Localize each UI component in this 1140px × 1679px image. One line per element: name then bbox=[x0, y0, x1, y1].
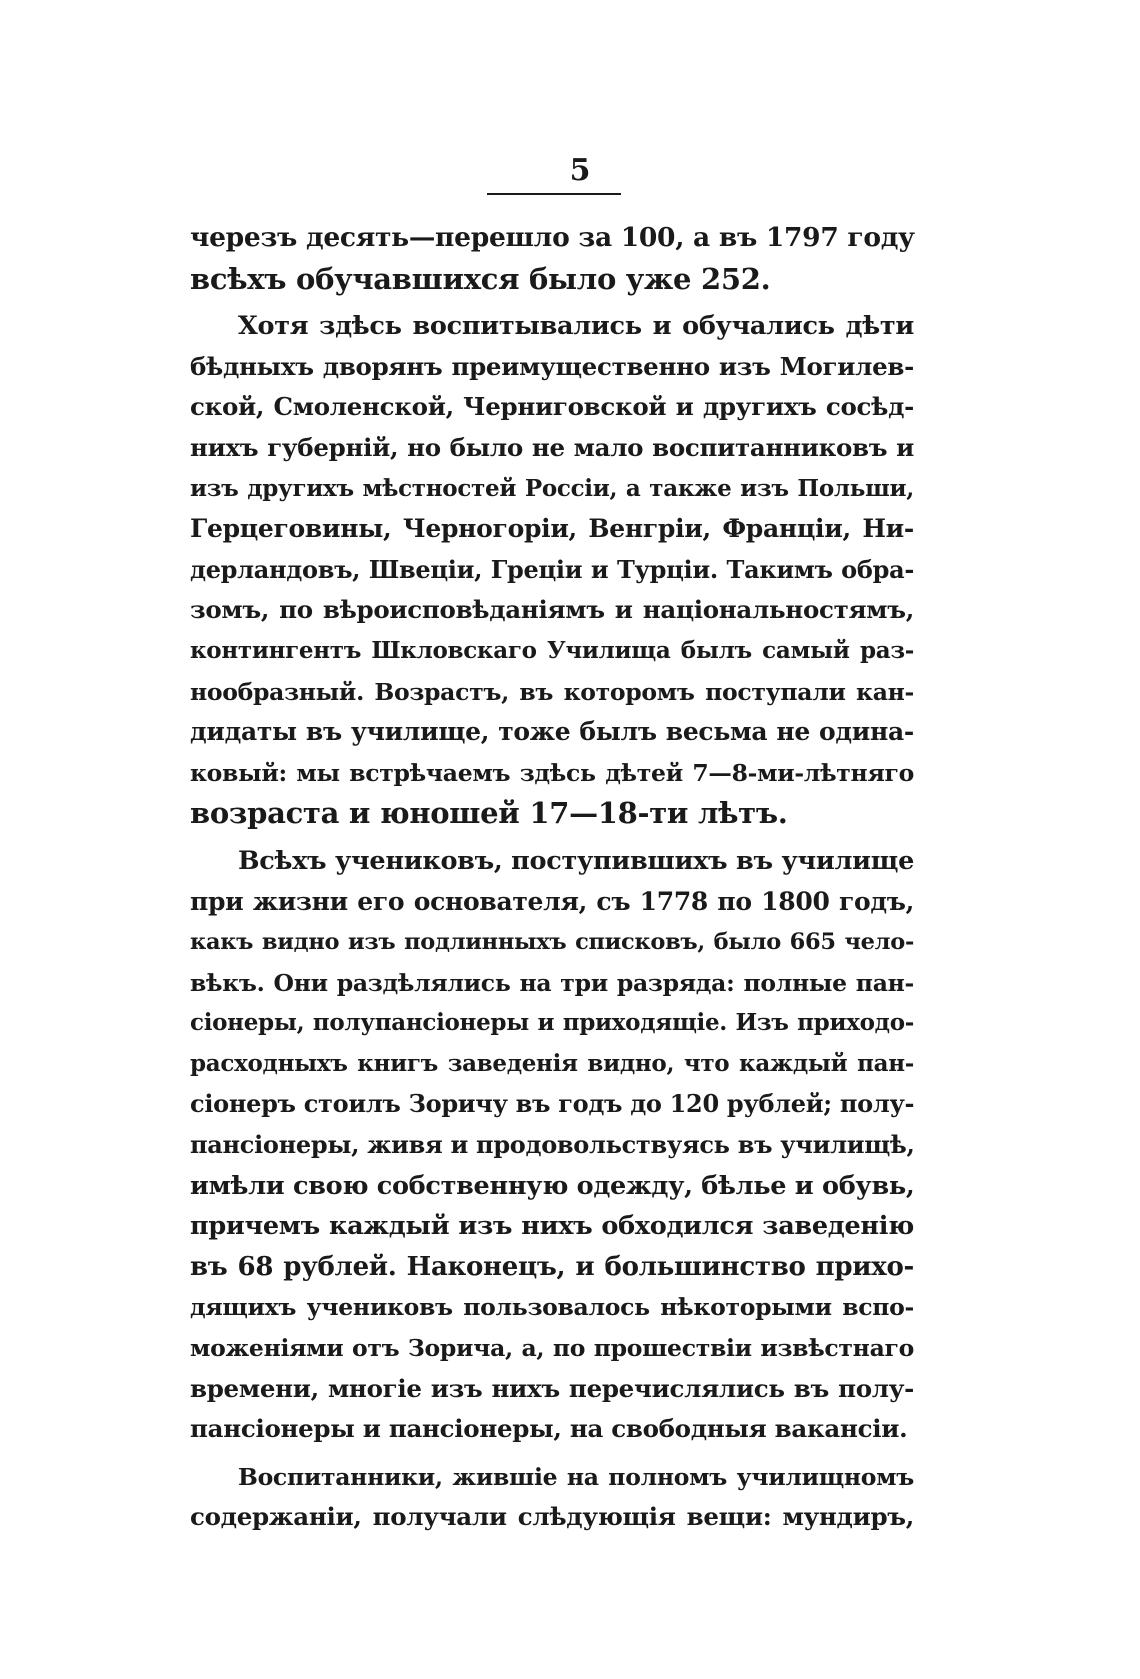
text-line: дерландовъ, Швеціи, Греціи и Турціи. Такимъ обра- bbox=[190, 554, 914, 584]
text-line: содержаніи, получали слѣдующія вещи: мундиръ, bbox=[190, 1502, 914, 1532]
body-text bbox=[190, 218, 914, 1538]
text-line: сіонеръ стоилъ Зоричу въ годъ до 120 рублей; полу- bbox=[190, 1089, 915, 1119]
paragraph-start-line: Воспитанники, жившіе на полномъ училищномъ bbox=[238, 1462, 914, 1491]
text-line: зомъ, по вѣроисповѣданіямъ и національностямъ, bbox=[190, 595, 914, 625]
text-line: нообразный. Возрастъ, въ которомъ поступали кан- bbox=[190, 677, 914, 706]
text-line: дящихъ учениковъ пользовалось нѣкоторыми вспо- bbox=[190, 1293, 914, 1322]
header-rule bbox=[487, 193, 621, 195]
text-line: изъ другихъ мѣстностей Россіи, а также изъ Польши, bbox=[190, 474, 914, 502]
text-line: дидаты въ училище, тоже былъ весьма не одина- bbox=[190, 717, 914, 747]
text-line: ской, Смоленской, Черниговской и другихъ сосѣд- bbox=[190, 392, 914, 422]
text-line: черезъ десять—перешло за 100, а въ 1797 году bbox=[190, 222, 915, 253]
text-line: моженіями отъ Зорича, а, по прошествіи извѣстнаго bbox=[190, 1334, 914, 1363]
text-line: ковый: мы встрѣчаемъ здѣсь дѣтей 7—8-ми-лѣтняго bbox=[190, 758, 914, 787]
page-number: 5 bbox=[569, 153, 591, 188]
text-line: пансіонеры и пансіонеры, на свободныя вакансіи. bbox=[190, 1414, 908, 1444]
text-line: вѣкъ. Они раздѣлялись на три разряда: полные пан- bbox=[190, 968, 914, 997]
text-line: всѣхъ обучавшихся было уже 252. bbox=[190, 261, 771, 296]
text-line: контингентъ Шкловскаго Училища былъ самый раз- bbox=[190, 636, 914, 664]
text-line: въ 68 рублей. Наконецъ, и большинство прихо- bbox=[190, 1251, 914, 1282]
text-line: расходныхъ книгъ заведенія видно, что каждый пан- bbox=[190, 1049, 914, 1077]
text-line: при жизни его основателя, съ 1778 по 1800 годъ, bbox=[190, 886, 914, 916]
text-line: пансіонеры, живя и продовольствуясь въ училищѣ, bbox=[190, 1130, 915, 1160]
text-line: Герцеговины, Черногоріи, Венгріи, Франціи, Ни- bbox=[190, 514, 914, 544]
text-line: причемъ каждый изъ нихъ обходился заведенію bbox=[190, 1211, 914, 1242]
paragraph-start-line: Хотя здѣсь воспитывались и обучались дѣти bbox=[238, 311, 914, 342]
text-line: какъ видно изъ подлинныхъ списковъ, было 665 чело- bbox=[190, 929, 914, 956]
text-line: имѣли свою собственную одежду, бѣлье и обувь, bbox=[190, 1170, 915, 1201]
text-line: сіонеры, полупансіонеры и приходящіе. Изъ приходо- bbox=[190, 1009, 914, 1037]
text-line: нихъ губерній, но было не мало воспитанниковъ и bbox=[190, 432, 914, 462]
text-line: времени, многіе изъ нихъ перечислялись въ полу- bbox=[190, 1373, 914, 1403]
paragraph-start-line: Всѣхъ учениковъ, поступившихъ въ училище bbox=[238, 845, 914, 876]
text-line: бѣдныхъ дворянъ преимущественно изъ Могилев- bbox=[190, 351, 914, 381]
text-line: возраста и юношей 17—18-ти лѣтъ. bbox=[190, 796, 788, 831]
